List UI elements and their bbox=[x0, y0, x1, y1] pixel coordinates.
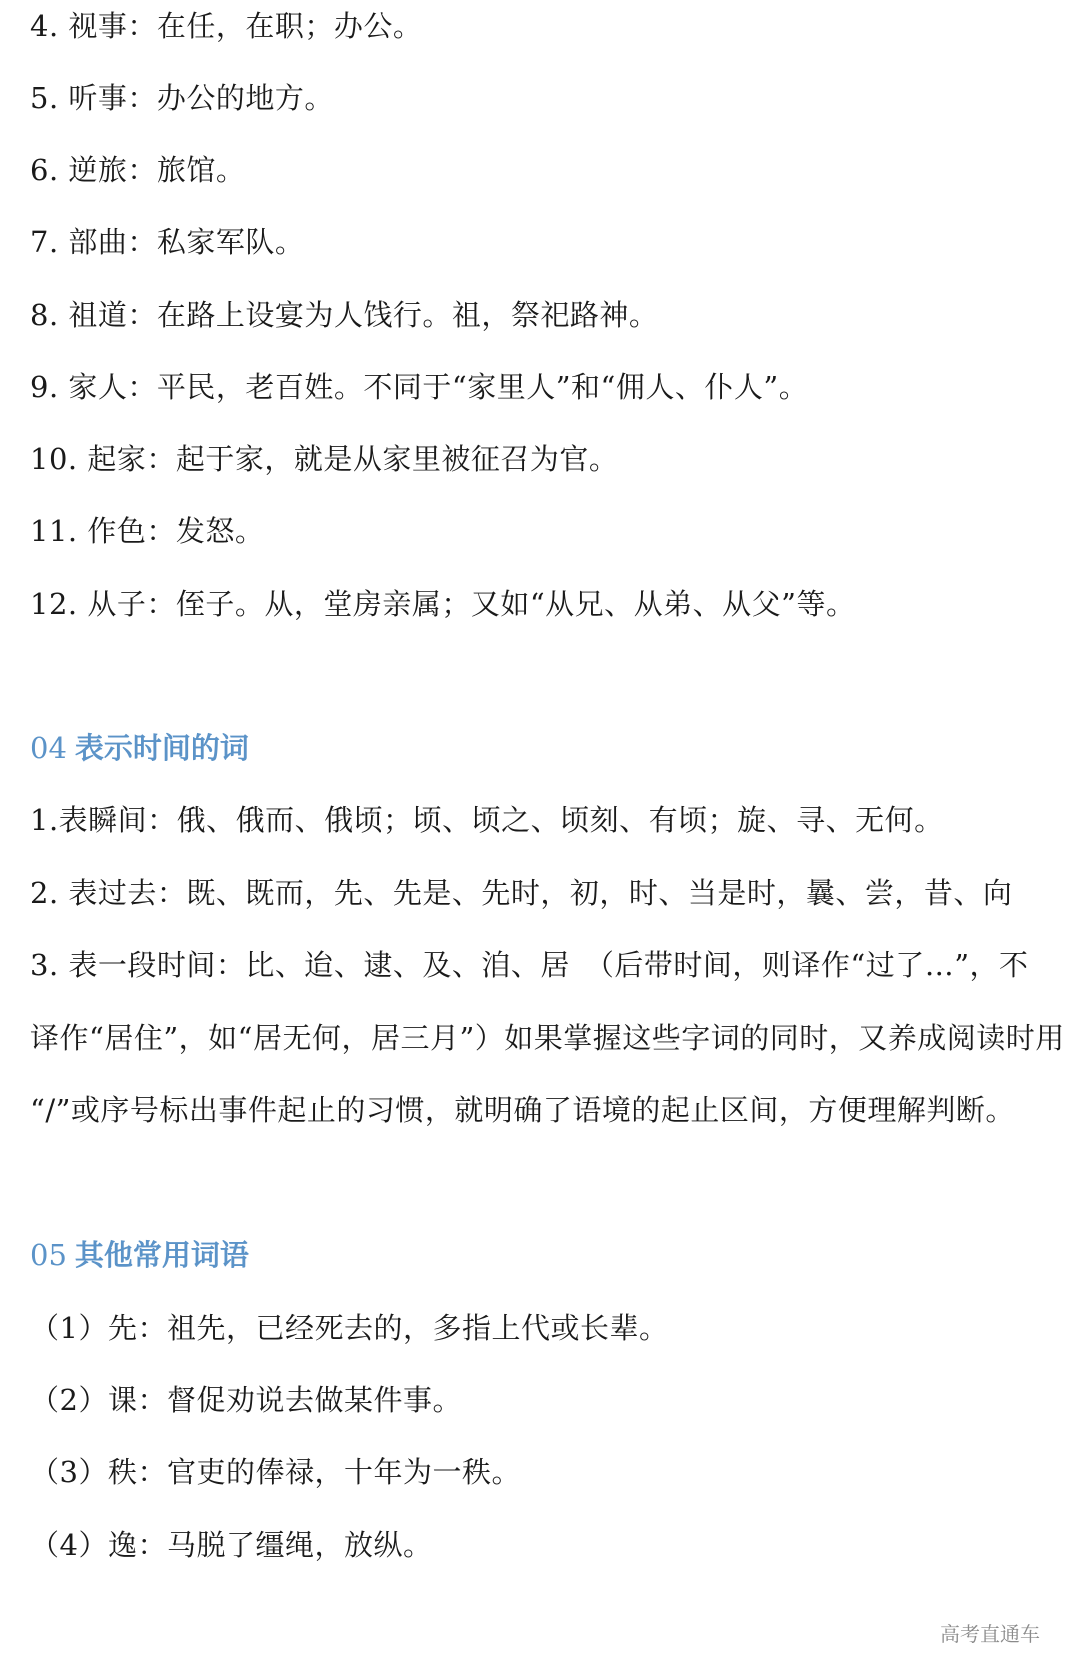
common-word-line-3: （3）秩：官吏的俸禄，十年为一秩。 bbox=[30, 1455, 521, 1489]
section-heading-05 bbox=[30, 1237, 249, 1273]
common-word-line-4: （4）逸：马脱了缰绳，放纵。 bbox=[30, 1528, 433, 1562]
common-word-line-2: （2）课：督促劝说去做某件事。 bbox=[30, 1383, 462, 1417]
term-line-11: 11. 作色：发怒。 bbox=[30, 514, 265, 548]
time-word-line-1: 1.表瞬间：俄、俄而、俄顷；顷、顷之、顷刻、有顷；旋、寻、无何。 bbox=[30, 803, 944, 837]
term-line-5: 5. 听事：办公的地方。 bbox=[30, 81, 334, 115]
section-title: 表示时间的词 bbox=[74, 731, 249, 765]
section-number: 05 bbox=[30, 1238, 67, 1272]
section-number: 04 bbox=[30, 731, 67, 765]
term-line-10: 10. 起家：起于家，就是从家里被征召为官。 bbox=[30, 442, 619, 476]
term-line-4: 4. 视事：在任，在职；办公。 bbox=[30, 9, 423, 43]
term-line-12: 12. 从子：侄子。从，堂房亲属；又如“从兄、从弟、从父”等。 bbox=[30, 587, 856, 621]
section-heading-04 bbox=[30, 730, 249, 766]
section-title: 其他常用词语 bbox=[74, 1238, 249, 1272]
term-line-9: 9. 家人：平民，老百姓。不同于“家里人”和“佣人、仆人”。 bbox=[30, 370, 809, 404]
term-line-6: 6. 逆旅：旅馆。 bbox=[30, 153, 246, 187]
time-word-line-4: 译作“居住”，如“居无何，居三月”）如果掌握这些字词的同时，又养成阅读时用 bbox=[30, 1021, 1065, 1055]
watermark-text: 高考直通车 bbox=[940, 1622, 1040, 1646]
time-word-line-3: 3. 表一段时间：比、迨、逮、及、洎、居 （后带时间，则译作“过了…”，不 bbox=[30, 948, 1029, 982]
term-line-7: 7. 部曲：私家军队。 bbox=[30, 225, 305, 259]
common-word-line-1: （1）先：祖先，已经死去的，多指上代或长辈。 bbox=[30, 1311, 669, 1345]
time-word-line-2: 2. 表过去：既、既而，先、先是、先时，初，时、当是时，曩、尝，昔、向 bbox=[30, 876, 1013, 910]
time-word-line-5: “/”或序号标出事件起止的习惯，就明确了语境的起止区间，方便理解判断。 bbox=[30, 1093, 1015, 1127]
term-line-8: 8. 祖道：在路上设宴为人饯行。祖，祭祀路神。 bbox=[30, 298, 659, 332]
